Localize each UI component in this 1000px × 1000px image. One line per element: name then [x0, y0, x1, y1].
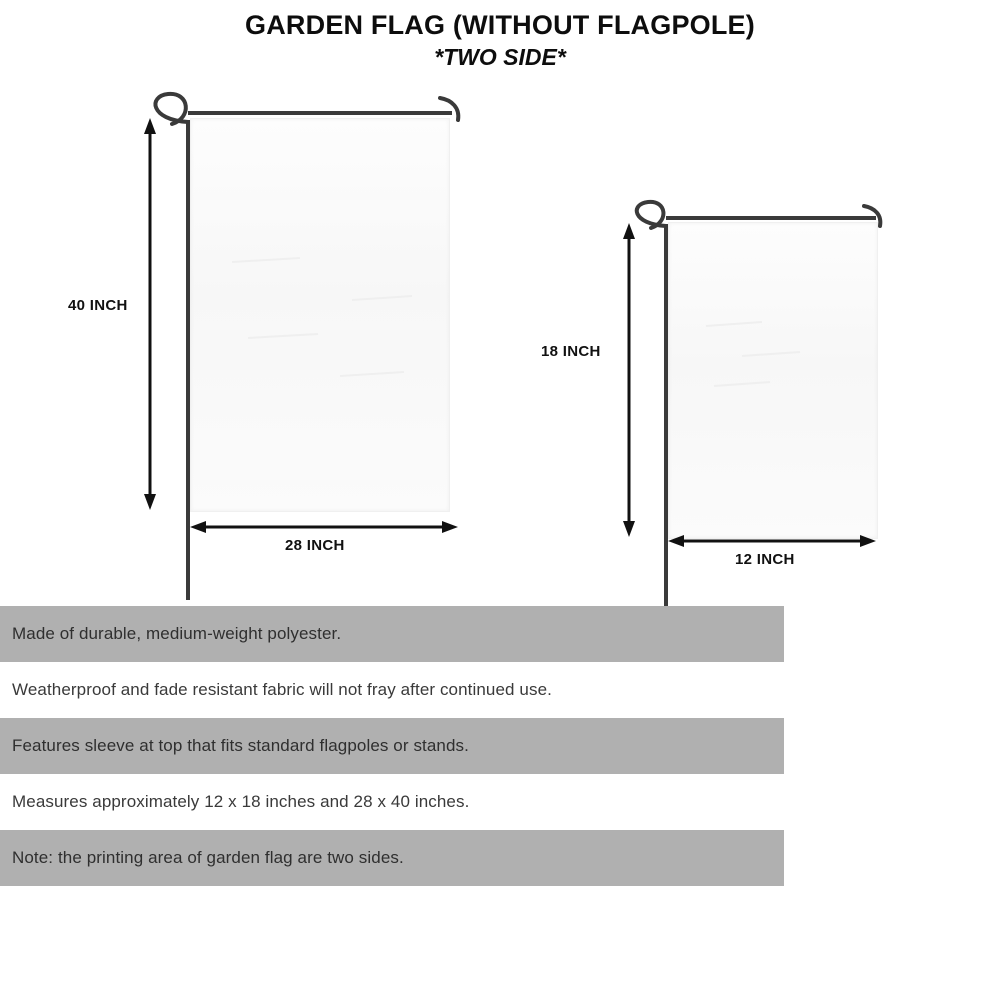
title-secondary: *TWO SIDE*: [434, 44, 566, 70]
feature-text: Made of durable, medium-weight polyester.: [12, 624, 342, 643]
small-pole-loop: [637, 202, 666, 228]
small-flag-height-label: 18 INCH: [541, 343, 601, 360]
small-width-arrow-head-right: [860, 535, 876, 547]
feature-text: Measures approximately 12 x 18 inches and 28 x 40 inches.: [12, 792, 470, 811]
small-height-arrow-head-bottom: [623, 521, 635, 537]
large-height-arrow-head-bottom: [144, 494, 156, 510]
feature-text: Features sleeve at top that fits standard flagpoles or stands.: [12, 736, 469, 755]
small-height-arrow-head-top: [623, 223, 635, 239]
feature-list: [0, 606, 784, 886]
large-width-arrow-head-left: [190, 521, 206, 533]
large-pole-hook: [440, 98, 458, 120]
small-width-arrow-head-left: [668, 535, 684, 547]
large-flag-height-label: 40 INCH: [68, 297, 128, 314]
large-pole-loop: [155, 94, 188, 124]
small-flag-width-label: 12 INCH: [735, 551, 795, 568]
large-flag-folds: [232, 258, 412, 376]
title-primary: GARDEN FLAG (WITHOUT FLAGPOLE): [245, 10, 755, 40]
feature-text: Note: the printing area of garden flag are two sides.: [12, 848, 404, 867]
large-height-arrow-head-top: [144, 118, 156, 134]
feature-text: Weatherproof and fade resistant fabric will not fray after continued use.: [12, 680, 552, 699]
feature-row: [0, 774, 784, 830]
feature-row: [0, 606, 784, 662]
large-flag-width-label: 28 INCH: [285, 537, 345, 554]
feature-row: [0, 718, 784, 774]
large-width-arrow-head-right: [442, 521, 458, 533]
feature-row: [0, 662, 784, 718]
small-flag-folds: [706, 322, 800, 386]
feature-row: [0, 830, 784, 886]
